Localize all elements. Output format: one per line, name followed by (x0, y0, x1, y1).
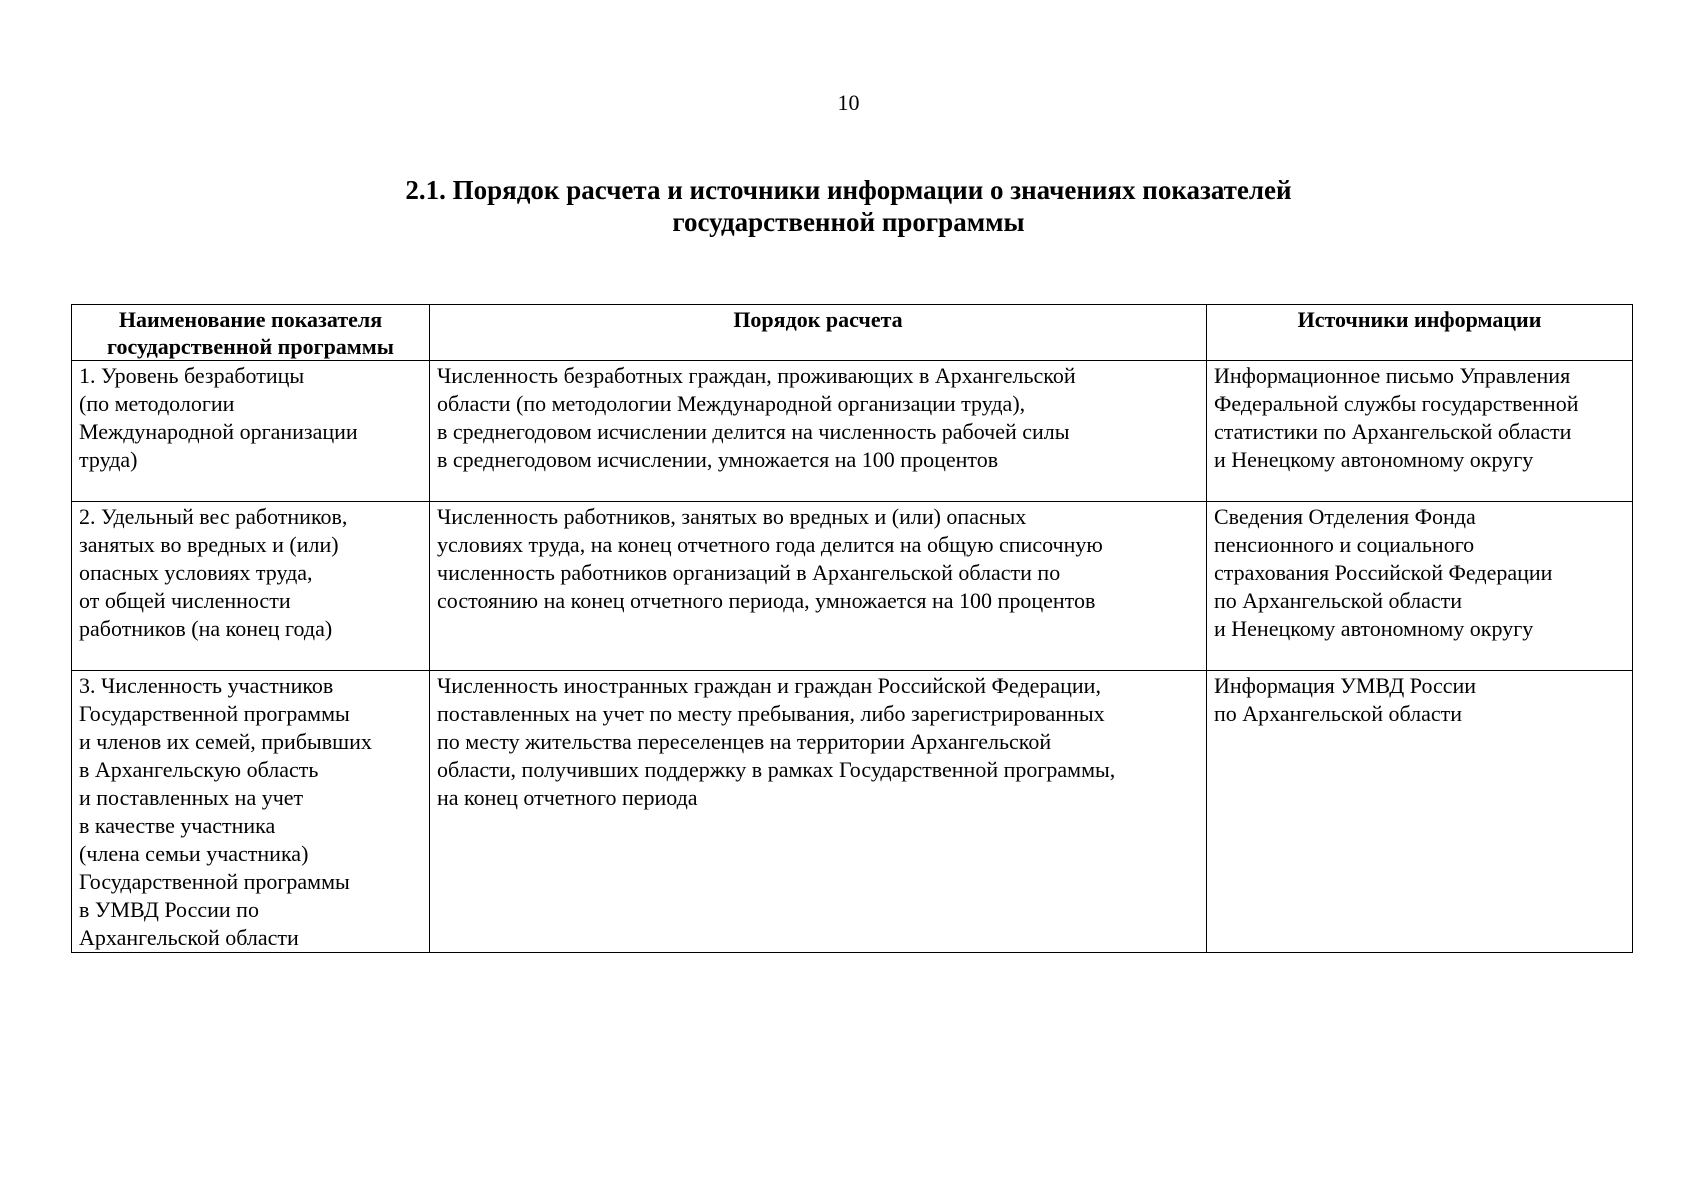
table-row (72, 361, 1633, 502)
cell-line: (по методологии (79, 391, 235, 416)
page-number: 10 (837, 90, 860, 115)
header-calculation-method (430, 305, 1207, 361)
information-source-cell (1207, 502, 1633, 671)
cell-line: поставленных на учет по месту пребывания, либо зарегистрированных (437, 701, 1105, 726)
cell-line: по месту жительства переселенцев на территории Архангельской (437, 729, 1052, 754)
cell-line: и членов их семей, прибывших (79, 729, 372, 754)
header-indicator-name (72, 305, 430, 361)
cell-line: и поставленных на учет (79, 785, 304, 810)
table-row (72, 502, 1633, 671)
cell-line: численность работников организаций в Архангельской области по (437, 560, 1061, 585)
indicators-table (71, 304, 1633, 953)
cell-line: Численность работников, занятых во вредных и (или) опасных (437, 504, 1027, 529)
cell-line: 1. Уровень безработицы (79, 363, 305, 388)
cell-line: 2. Удельный вес работников, (79, 504, 348, 529)
cell-line: Информация УМВД России (1214, 673, 1477, 698)
indicator-name-cell (72, 361, 430, 502)
cell-line: Численность иностранных граждан и граждан Российской Федерации, (437, 673, 1101, 698)
cell-line: Архангельской области (79, 925, 299, 950)
cell-line: от общей численности (79, 588, 291, 613)
cell-line: области (по методологии Международной организации труда), (437, 391, 1026, 416)
cell-line: пенсионного и социального (1214, 532, 1475, 557)
cell-line: работников (на конец года) (79, 616, 333, 641)
cell-line: занятых во вредных и (или) (79, 532, 339, 557)
cell-line: Сведения Отделения Фонда (1214, 504, 1476, 529)
title-line: государственной программы (672, 207, 1025, 237)
table-row (72, 671, 1633, 953)
header-line: государственной программы (107, 334, 394, 359)
cell-line: в УМВД России по (79, 897, 259, 922)
cell-line: и Ненецкому автономному округу (1214, 447, 1534, 472)
cell-line: страхования Российской Федерации (1214, 560, 1553, 585)
header-information-sources (1207, 305, 1633, 361)
cell-line: по Архангельской области (1214, 701, 1463, 726)
cell-line: условиях труда, на конец отчетного года делится на общую списочную (437, 532, 1103, 557)
header-line: Порядок расчета (733, 307, 903, 332)
page-title (0, 174, 1697, 238)
cell-line: в Архангельскую область (79, 757, 319, 782)
cell-line: Государственной программы (79, 701, 350, 726)
cell-line: состоянию на конец отчетного периода, умножается на 100 процентов (437, 588, 1096, 613)
header-line: Источники информации (1297, 307, 1542, 332)
cell-line: Государственной программы (79, 869, 350, 894)
calculation-method-cell (430, 671, 1207, 953)
cell-line: опасных условиях труда, (79, 560, 313, 585)
calculation-method-cell (430, 361, 1207, 502)
cell-line: статистики по Архангельской области (1214, 419, 1572, 444)
cell-line: области, получивших поддержку в рамках Государственной программы, (437, 757, 1116, 782)
cell-line: на конец отчетного периода (437, 785, 698, 810)
cell-line: в среднегодовом исчислении, умножается на 100 процентов (437, 447, 999, 472)
cell-line: Численность безработных граждан, проживающих в Архангельской (437, 363, 1076, 388)
indicator-name-cell (72, 502, 430, 671)
cell-line: Информационное письмо Управления (1214, 363, 1571, 388)
cell-line: в среднегодовом исчислении делится на численность рабочей силы (437, 419, 1070, 444)
cell-line: Международной организации (79, 419, 358, 444)
table-header-row (72, 305, 1633, 361)
information-source-cell (1207, 361, 1633, 502)
cell-line: в качестве участника (79, 813, 276, 838)
cell-line: Федеральной службы государственной (1214, 391, 1579, 416)
cell-line: по Архангельской области (1214, 588, 1463, 613)
cell-line: труда) (79, 447, 138, 472)
cell-line: (члена семьи участника) (79, 841, 309, 866)
calculation-method-cell (430, 502, 1207, 671)
header-line: Наименование показателя (118, 307, 383, 332)
title-line: 2.1. Порядок расчета и источники информации о значениях показателей (405, 175, 1292, 205)
cell-line: и Ненецкому автономному округу (1214, 616, 1534, 641)
indicator-name-cell (72, 671, 430, 953)
cell-line: 3. Численность участников (79, 673, 334, 698)
information-source-cell (1207, 671, 1633, 953)
